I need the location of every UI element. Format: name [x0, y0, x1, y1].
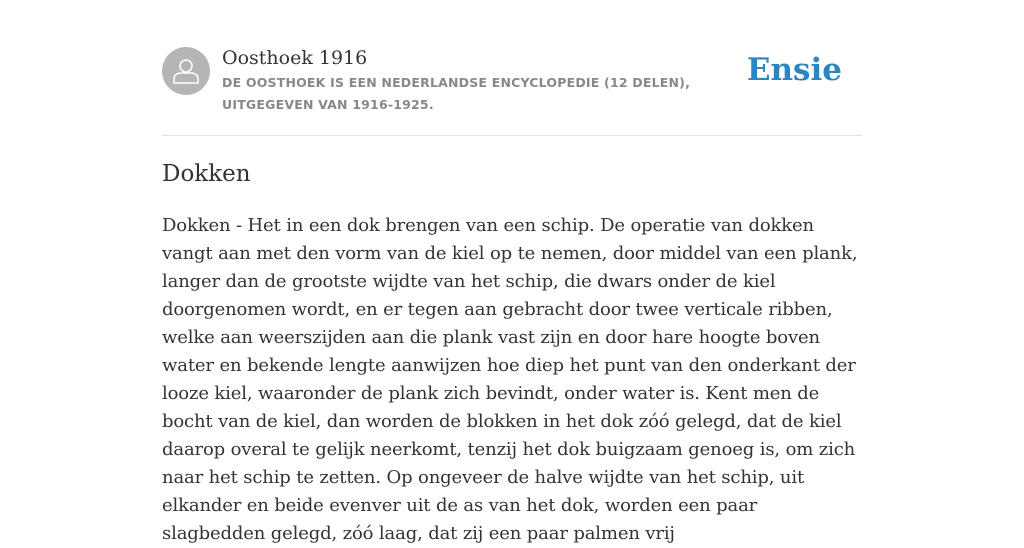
source-title[interactable]: Oosthoek 1916: [222, 47, 368, 69]
page-container: [162, 0, 862, 544]
user-icon: [171, 56, 201, 86]
article-body: Dokken - Het in een dok brengen van een schip. De operatie van dokken vangt aan met den vorm van de kiel op te nemen, door middel van een plank, langer dan de grootste wijdte van het schip, die dwars onder de kiel doorgenomen wordt, en er tegen aan gebracht door twee verticale ribben, welke aan weerszijden aan die plank vast zijn en door hare hoogte boven water en bekende lengte aanwijzen hoe diep het punt van den onderkant der looze kiel, waaronder de plank zich bevindt, onder water is. Kent men de bocht van de kiel, dan worden de blokken in het dok zóó gelegd, dat de kiel daarop overal te gelijk neerkomt, tenzij het dok buigzaam genoeg is, om zich naar het schip te zetten. Op ongeveer de halve wijdte van het schip, uit elkander en beide evenver uit de as van het dok, worden een paar slagbedden gelegd, zóó laag, dat zij een paar palmen vrij: [162, 215, 858, 544]
page-title: Dokken: [162, 161, 251, 187]
avatar[interactable]: [162, 47, 210, 95]
source-header: [162, 0, 862, 136]
ensie-logo[interactable]: Ensie: [746, 52, 842, 88]
source-description: DE OOSTHOEK IS EEN NEDERLANDSE ENCYCLOPEDIE (12 DELEN), UITGEGEVEN VAN 1916-1925.: [222, 75, 691, 112]
